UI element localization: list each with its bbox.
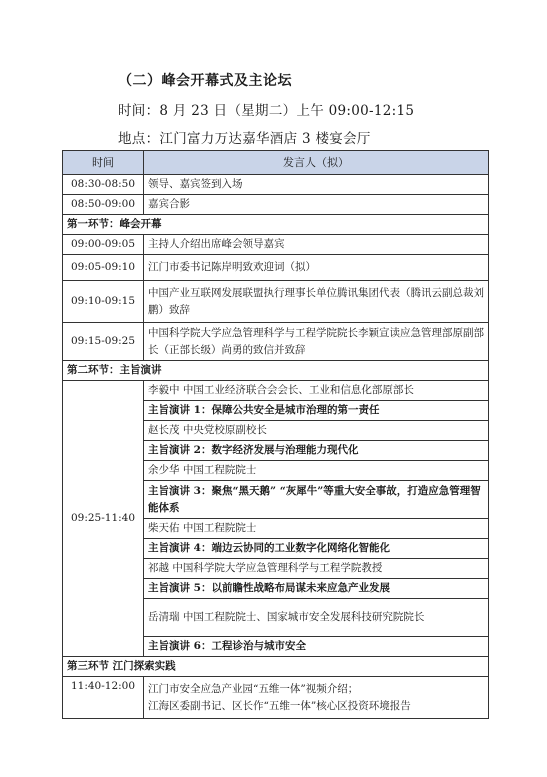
table-header-row (63, 151, 489, 175)
table-row (63, 235, 489, 255)
keynote-title: 主旨演讲 2：数字经济发展与治理能力现代化 (144, 441, 489, 461)
row-time: 08:30-08:50 (63, 175, 144, 195)
keynote-title: 主旨演讲 3：聚焦“黑天鹅” “灰犀牛”等重大安全事故，打造应急管理智能体系 (144, 481, 489, 519)
row-time: 09:15-09:25 (63, 323, 144, 361)
section-row (63, 215, 489, 235)
section-title: 第三环节 江门探索实践 (63, 657, 489, 677)
row-time: 09:10-09:15 (63, 281, 144, 323)
place-line: 地点：江门富力万达嘉华酒店 3 楼宴会厅 (118, 131, 371, 147)
table-row (63, 255, 489, 281)
row-text: 中国产业互联网发展联盟执行理事长单位腾讯集团代表（腾讯云副总裁刘鹏）致辞 (144, 281, 489, 323)
row-time: 08:50-09:00 (63, 195, 144, 215)
table-row (63, 323, 489, 361)
section-row (63, 657, 489, 677)
section-title: 第二环节：主旨演讲 (63, 361, 489, 381)
row-text: 江门市委书记陈岸明致欢迎词（拟） (144, 255, 489, 281)
speaker-line: 李毅中 中国工业经济联合会会长、工业和信息化部原部长 (144, 381, 489, 401)
keynote-title: 主旨演讲 4：端边云协同的工业数字化网络化智能化 (144, 539, 489, 559)
speaker-line: 赵长茂 中央党校原副校长 (144, 421, 489, 441)
row-time: 09:25-11:40 (63, 381, 144, 657)
row-text-line: 江门市安全应急产业园“五维一体”视频介绍； (148, 682, 359, 695)
speaker-line: 祁越 中国科学院大学应急管理科学与工程学院教授 (144, 559, 489, 579)
keynote-title: 主旨演讲 6：工程诊治与城市安全 (144, 637, 489, 657)
table-row (63, 381, 489, 401)
keynote-title: 主旨演讲 5：以前瞻性战略布局谋未来应急产业发展 (144, 579, 489, 599)
row-text: 领导、嘉宾签到入场 (144, 175, 489, 195)
row-text: 中国科学院大学应急管理科学与工程学院院长李颖宣读应急管理部原副部长（正部长级）尚勇的致信并致辞 (144, 323, 489, 361)
row-time: 11:40-12:00 (63, 677, 144, 719)
row-time: 09:00-09:05 (63, 235, 144, 255)
row-text: 主持人介绍出席峰会领导嘉宾 (144, 235, 489, 255)
table-row (63, 175, 489, 195)
row-text (144, 677, 489, 719)
table-row (63, 195, 489, 215)
section-row (63, 361, 489, 381)
row-text: 嘉宾合影 (144, 195, 489, 215)
agenda-table (62, 150, 489, 719)
time-line: 时间：8 月 23 日（星期二）上午 09:00-12:15 (118, 103, 415, 119)
row-time: 09:05-09:10 (63, 255, 144, 281)
row-text-line: 江海区委副书记、区长作“五维一体”核心区投资环境报告 (148, 699, 411, 712)
section-title: 第一环节：峰会开幕 (63, 215, 489, 235)
header-time: 时间 (63, 151, 144, 175)
keynote-title: 主旨演讲 1：保障公共安全是城市治理的第一责任 (144, 401, 489, 421)
table-row (63, 677, 489, 719)
table-row (63, 281, 489, 323)
speaker-line: 岳清瑞 中国工程院院士、国家城市安全发展科技研究院院长 (144, 599, 489, 637)
section-heading: （二）峰会开幕式及主论坛 (118, 73, 292, 89)
speaker-line: 柴天佑 中国工程院院士 (144, 519, 489, 539)
speaker-line: 余少华 中国工程院院士 (144, 461, 489, 481)
header-speaker: 发言人（拟） (144, 151, 489, 175)
